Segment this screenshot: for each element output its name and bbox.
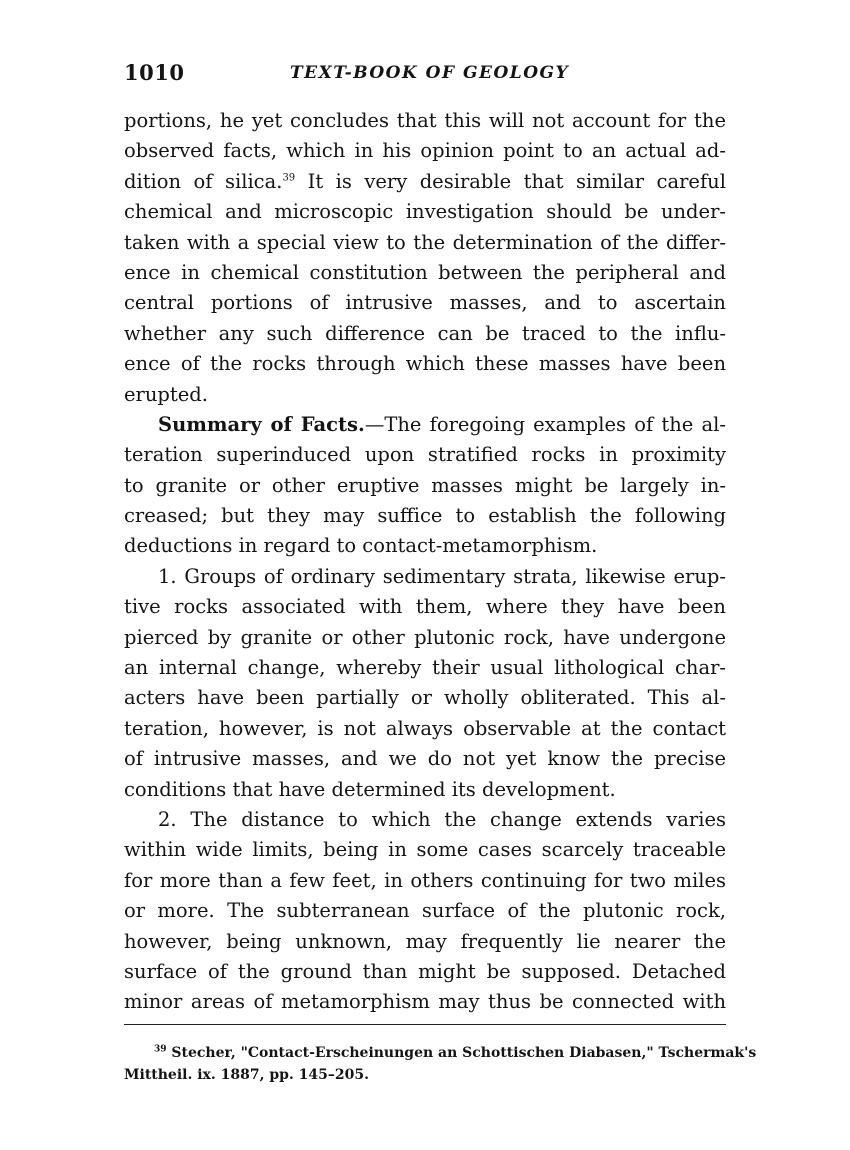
- text-line: whether any such difference can be traced to the influ-: [124, 321, 726, 345]
- text-line: creased; but they may suffice to establish the following: [124, 504, 726, 528]
- summary-heading: Summary of Facts.: [158, 412, 365, 436]
- text-line: observed facts, which in his opinion point to an actual ad-: [124, 139, 726, 163]
- text-line: acters have been partially or wholly obliterated. This al-: [124, 686, 726, 710]
- footnote: [124, 1042, 757, 1086]
- text-line: chemical and microscopic investigation should be under-: [124, 200, 726, 224]
- text-fragment: —The foregoing examples of the al-: [364, 412, 726, 436]
- text-line: pierced by granite or other plutonic rock, have undergone: [124, 625, 726, 649]
- text-line: to granite or other eruptive masses might be largely in-: [124, 473, 726, 497]
- text-line: an internal change, whereby their usual lithological char-: [124, 656, 726, 680]
- text-line: 2. The distance to which the change extends varies: [158, 807, 726, 831]
- text-line: or more. The subterranean surface of the plutonic rock,: [124, 899, 726, 923]
- text-line: ence of the rocks through which these masses have been: [124, 352, 726, 376]
- text-line: teration superinduced upon stratified rocks in proximity: [124, 443, 726, 467]
- text-line: minor areas of metamorphism may thus be connected with: [124, 990, 726, 1014]
- text-line: within wide limits, being in some cases scarcely traceable: [124, 838, 726, 862]
- text-line: [124, 410, 726, 440]
- footnote-divider: [124, 1024, 726, 1025]
- text-line: teration, however, is not always observable at the contact: [124, 716, 726, 740]
- text-fragment: It is very desirable that similar careful: [295, 169, 726, 193]
- footnote-text: Stecher, "Contact-Erscheinungen an Schottischen Diabasen," Tschermak's: [171, 1045, 757, 1061]
- text-line: of intrusive masses, and we do not yet know the precise: [124, 747, 726, 771]
- text-line: deductions in regard to contact-metamorphism.: [124, 534, 598, 558]
- text-line: erupted.: [124, 382, 208, 406]
- footnote-mark: 39: [154, 1044, 167, 1055]
- text-line: conditions that have determined its development.: [124, 777, 616, 801]
- text-line: central portions of intrusive masses, and to ascertain: [124, 291, 726, 315]
- text-line: 1. Groups of ordinary sedimentary strata, likewise erup-: [158, 564, 726, 588]
- text-line: tive rocks associated with them, where they have been: [124, 595, 726, 619]
- text-line: ence in chemical constitution between the peripheral and: [124, 260, 726, 284]
- text-line: portions, he yet concludes that this will not account for the: [124, 109, 726, 132]
- body-text: [124, 106, 726, 1018]
- running-title: TEXT-BOOK OF GEOLOGY: [290, 63, 570, 83]
- footnote-line: Mittheil. ix. 1887, pp. 145–205.: [124, 1067, 369, 1083]
- text-fragment: dition of silica.: [124, 169, 283, 193]
- text-line: however, being unknown, may frequently lie nearer the: [124, 929, 726, 953]
- footnote-reference: 39: [282, 172, 296, 184]
- text-line: for more than a few feet, in others continuing for two miles: [124, 868, 726, 892]
- page-number: 1010: [124, 60, 185, 85]
- text-line: taken with a special view to the determination of the differ-: [124, 230, 726, 254]
- text-line: [124, 167, 726, 197]
- footnote-line: [124, 1042, 757, 1064]
- text-line: surface of the ground than might be supposed. Detached: [124, 959, 726, 983]
- running-head: [124, 60, 726, 92]
